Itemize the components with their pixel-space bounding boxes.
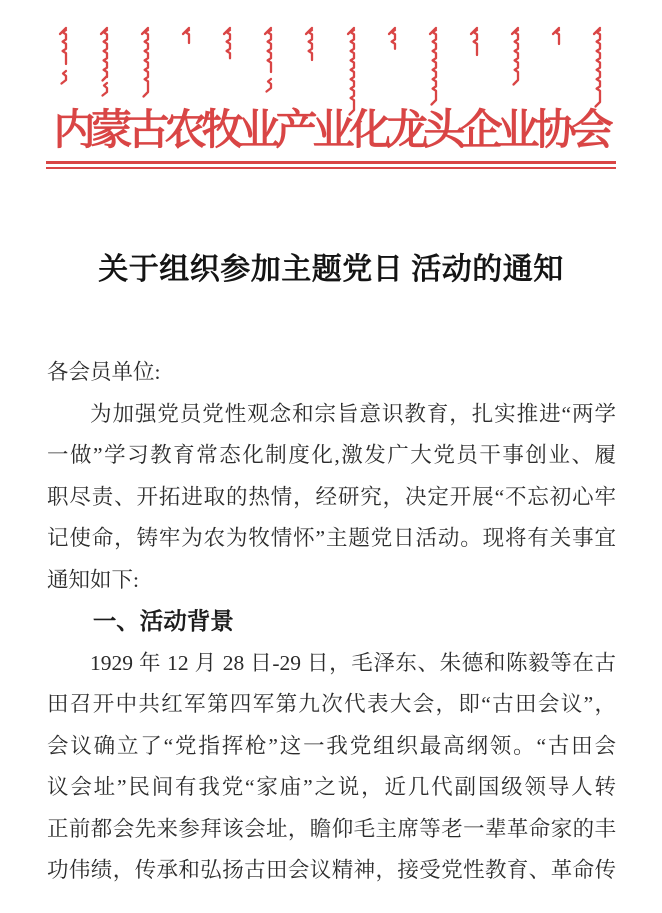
body-line: 职尽责、开拓进取的热情，经研究，决定开展“不忘初心牢 bbox=[47, 484, 616, 509]
body-line: 一做”学习教育常态化制度化,激发广大党员干事创业、履 bbox=[47, 443, 616, 467]
body-line: 正前都会先来参拜该会址，瞻仰毛主席等老一辈革命家的丰 bbox=[47, 816, 616, 841]
body-line: 1929 年 12 月 28 日-29 日，毛泽东、朱德和陈毅等在古 bbox=[90, 650, 616, 675]
body-line: 会议确立了“党指挥枪”这一我党组织最高纲领。“古田会 bbox=[47, 733, 616, 758]
letterhead-divider-thick bbox=[46, 161, 616, 164]
body-line: 议会址”民间有我党“家庙”之说，近几代副国级领导人转 bbox=[47, 775, 616, 799]
body-line: 功伟绩，传承和弘扬古田会议精神，接受党性教育、革命传 bbox=[47, 858, 616, 882]
org-name: 内蒙古农牧业产业化龙头企业协会 bbox=[53, 108, 609, 154]
letterhead-divider-thin bbox=[46, 167, 616, 169]
salutation: 各会员单位: bbox=[47, 360, 161, 384]
section-heading: 一、活动背景 bbox=[92, 608, 234, 634]
body-line: 记使命，铸牢为农为牧情怀”主题党日活动。现将有关事宜 bbox=[47, 526, 616, 550]
body-line: 为加强党员党性观念和宗旨意识教育，扎实推进“两学 bbox=[90, 401, 616, 426]
body-line: 通知如下: bbox=[47, 567, 139, 592]
document-title: 关于组织参加主题党日 活动的通知 bbox=[98, 253, 564, 286]
document-body bbox=[47, 352, 616, 892]
body-line: 田召开中共红军第四军第九次代表大会，即“古田会议”， bbox=[47, 692, 616, 716]
